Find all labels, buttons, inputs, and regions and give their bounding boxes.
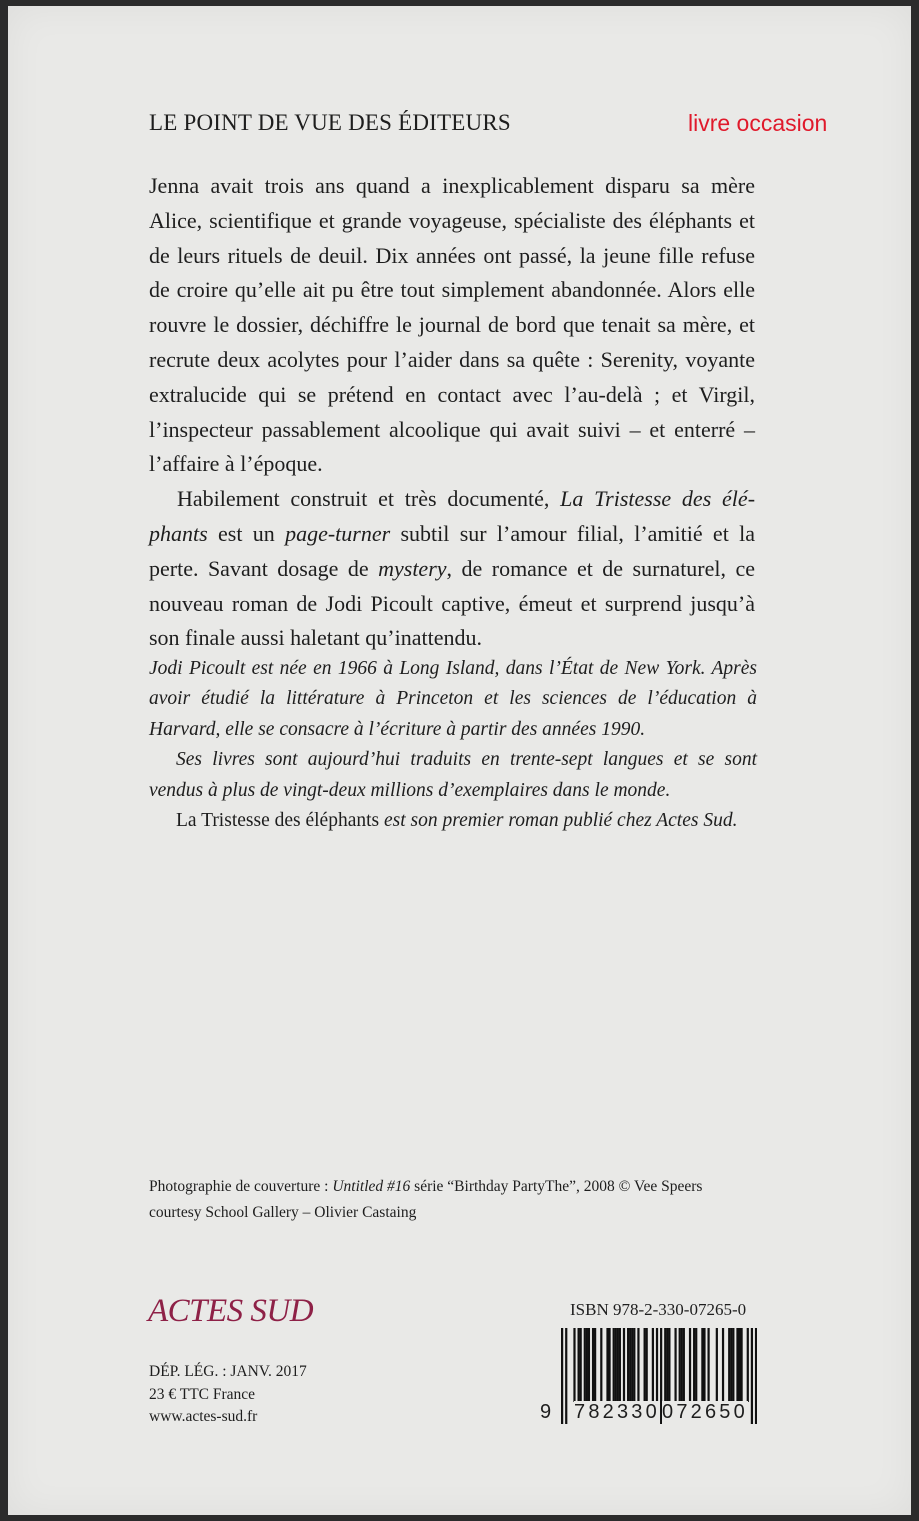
barcode-bar (736, 1328, 738, 1402)
barcode-bar (722, 1328, 724, 1402)
legal-deposit: DÉP. LÉG. : JANV. 2017 (149, 1363, 307, 1380)
bio-paragraph-3 (149, 806, 757, 836)
barcode-bar (751, 1328, 753, 1424)
barcode-bar (666, 1328, 668, 1402)
credits-line-1 (149, 1174, 799, 1200)
bio-paragraph-1: Jodi Picoult est née en 1966 à Long Island, dans l’État de New York. Après avoir étudié la littérature à Princeton et les sciences de l’éducation à Harvard, elle se consacre à l’écriture à partir des années 1990. (149, 658, 757, 740)
price: 23 € TTC France (149, 1385, 256, 1403)
photo-title: Untitled #16 (332, 1178, 411, 1195)
barcode-digits-left: 782330 (574, 1401, 660, 1423)
credits-text: Photographie de couverture : (149, 1178, 333, 1195)
barcode-bar (619, 1328, 621, 1402)
barcode-bar (747, 1328, 749, 1402)
barcode-bar (561, 1328, 563, 1424)
barcode-bar (738, 1328, 740, 1402)
barcode-bar (586, 1328, 588, 1402)
barcode-bar (615, 1328, 617, 1402)
publisher-summary (149, 169, 755, 656)
bio-paragraph-2: Ses livres sont aujourd’hui traduits en trente-sept langues et se sont vendus à plus de vingt-deux millions d’exemplaires dans le monde. (149, 749, 757, 801)
publisher-logo: ACTES SUD (148, 1293, 314, 1329)
barcode-bar (584, 1328, 586, 1402)
barcode-bar (664, 1328, 666, 1402)
barcode-bar (674, 1328, 676, 1402)
barcode-bar (600, 1328, 602, 1402)
barcode-bar (740, 1328, 742, 1402)
barcode-bar (689, 1328, 691, 1402)
barcode-bar (695, 1328, 697, 1402)
barcode-bar (565, 1328, 567, 1424)
section-heading: LE POINT DE VUE DES ÉDITEURS (149, 110, 511, 135)
bio-text: est son premier roman publié chez Actes Sud. (379, 810, 738, 832)
isbn-label: ISBN 978-2-330-07265-0 (570, 1300, 747, 1319)
barcode-bar (683, 1328, 685, 1402)
credits-line-2: courtesy School Gallery – Olivier Castaing (149, 1204, 417, 1221)
book-back-cover (8, 6, 911, 1515)
summary-text: , de romance et de surnaturel, ce nouveau roman de Jodi Picoult captive, émeut et surprend jusqu’à son finale aussi haletant qu’inattendu. (149, 555, 756, 651)
barcode-bar (652, 1328, 654, 1402)
italic-term: mystery (378, 555, 447, 581)
barcode-bar (755, 1328, 757, 1424)
author-bio (149, 654, 757, 836)
credits-text: série “Birthday PartyThe”, 2008 © Vee Speers (410, 1178, 703, 1195)
barcode-bar (629, 1328, 631, 1402)
summary-text: Habilement construit et très documenté, (177, 486, 561, 512)
barcode-bar (588, 1328, 590, 1402)
book-title: La Tristesse des éléphants (176, 810, 380, 832)
barcode-bar (578, 1328, 580, 1402)
barcode-bar (633, 1328, 635, 1402)
barcode-bar (693, 1328, 695, 1402)
barcode-bar (608, 1328, 610, 1402)
barcode-bar (703, 1328, 705, 1402)
summary-paragraph-1: Jenna avait trois ans quand a inexplicablement disparu sa mère Alice, scientifique et grande voyageuse, spécialiste des éléphants et de leurs rituels de deuil. Dix années ont passé, la jeune fille refuse de croire qu’elle ait pu être tout simplement abandonnée. Alors elle rouvre le dossier, déchiffre le journal de bord que tenait sa mère, et recrute deux acolytes pour l’aider dans sa quête : Serenity, voyante extralucide qui se prétend en contact avec l’au-delà ; et Virgil, l’inspecteur passablement alcoolique qui avait suivi – et enterré – l’affaire à l’époque. (149, 173, 755, 477)
barcode-bar (646, 1328, 648, 1402)
website: www.actes-sud.fr (149, 1408, 258, 1425)
barcode-bar (716, 1328, 718, 1402)
barcode-bar (573, 1328, 575, 1402)
barcode-bar (668, 1328, 670, 1402)
barcode-bar (613, 1328, 615, 1402)
summary-text: subtil sur l’amour filial, l’amitié et la perte. Savant dosage de (149, 520, 755, 581)
legal-info (149, 1361, 307, 1429)
barcode-bar (644, 1328, 646, 1402)
barcode-bar (732, 1328, 734, 1402)
summary-text: est un (207, 520, 286, 546)
barcode-bar (707, 1328, 709, 1402)
barcode-bar (617, 1328, 619, 1402)
photo-credits (149, 1174, 799, 1226)
barcode-bar (681, 1328, 683, 1402)
barcode-digits-right: 072650 (662, 1401, 748, 1423)
barcode-bar (580, 1328, 582, 1402)
barcode-bar (627, 1328, 629, 1402)
barcode-bar (701, 1328, 703, 1402)
barcode-digit-first: 9 (540, 1401, 552, 1423)
italic-term: page-turner (285, 520, 391, 546)
barcode-bar (592, 1328, 594, 1402)
barcode-bar (631, 1328, 633, 1402)
barcode-bar (594, 1328, 596, 1402)
used-book-tag: livre occasion (688, 110, 828, 136)
summary-paragraph-2 (149, 482, 755, 656)
barcode-bar (728, 1328, 730, 1402)
barcode-bar (679, 1328, 681, 1402)
barcode-bar (623, 1328, 625, 1402)
barcode-bar (730, 1328, 732, 1402)
barcode-bar (606, 1328, 608, 1402)
book-title: La Tristesse des éléphants (149, 486, 756, 546)
barcode-bar (637, 1328, 639, 1402)
